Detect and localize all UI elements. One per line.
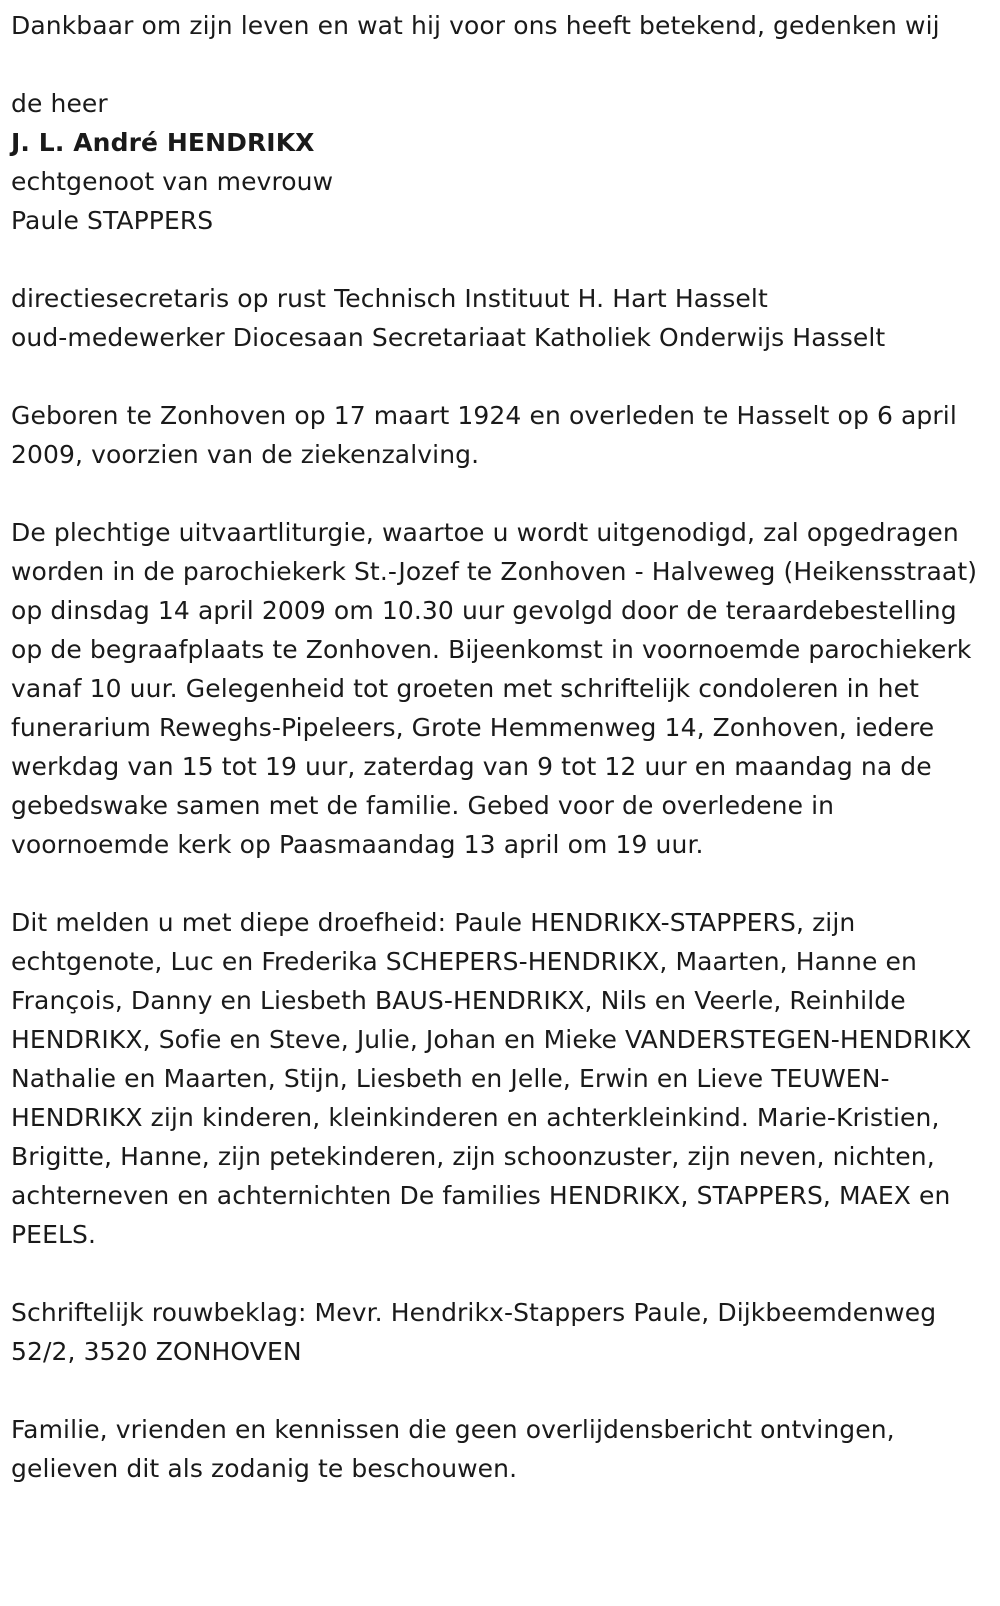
spacer [11, 864, 990, 903]
occupation-line-2: oud-medewerker Diocesaan Secretariaat Katholiek Onderwijs Hasselt [11, 323, 886, 352]
spouse-label: echtgenoot van mevrouw [11, 167, 334, 196]
funeral-paragraph: De plechtige uitvaartliturgie, waartoe u wordt uitgenodigd, zal opgedragen worden in de parochiekerk St.-Jozef te Zonhoven - Halveweg (Heikensstraat) op dinsdag 14 april 2009 om 10.30 uur gevolgd door de teraardebestelling op de begraafplaats te Zonhoven. Bijeenkomst in voornoemde parochiekerk vanaf 10 uur. Gelegenheid tot groeten met schriftelijk condoleren in het funerarium Reweghs-Pipeleers, Grote Hemmenweg 14, Zonhoven, iedere werkdag van 15 tot 19 uur, zaterdag van 9 tot 12 uur en maandag na de gebedswake samen met de familie. Gebed voor de overledene in voornoemde kerk op Paasmaandag 13 april om 19 uur. [11, 518, 978, 859]
spacer [11, 1371, 990, 1410]
spacer [11, 240, 990, 279]
spacer [11, 45, 990, 84]
salutation: de heer [11, 89, 108, 118]
family-paragraph: Dit melden u met diepe droefheid: Paule HENDRIKX-STAPPERS, zijn echtgenote, Luc en Frederika SCHEPERS-HENDRIKX, Maarten, Hanne en François, Danny en Liesbeth BAUS-HENDRIKX, Nils en Veerle, Reinhilde HENDRIKX, Sofie en Steve, Julie, Johan en Mieke VANDERSTEGEN-HENDRIKX Nathalie en Maarten, Stijn, Liesbeth en Jelle, Erwin en Lieve TEUWEN-HENDRIKX zijn kinderen, kleinkinderen en achterkleinkind. Marie-Kristien, Brigitte, Hanne, zijn petekinderen, zijn schoonzuster, zijn neven, nichten, achterneven en achternichten De families HENDRIKX, STAPPERS, MAEX en PEELS. [11, 908, 972, 1249]
deceased-name: J. L. André HENDRIKX [11, 128, 315, 157]
spouse-name: Paule STAPPERS [11, 206, 214, 235]
condolence-address: Schriftelijk rouwbeklag: Mevr. Hendrikx-Stappers Paule, Dijkbeemdenweg 52/2, 3520 ZONHOVEN [11, 1298, 937, 1366]
spacer [11, 1254, 990, 1293]
spacer [11, 474, 990, 513]
intro-text: Dankbaar om zijn leven en wat hij voor ons heeft betekend, gedenken wij [11, 11, 940, 40]
birth-death-paragraph: Geboren te Zonhoven op 17 maart 1924 en overleden te Hasselt op 6 april 2009, voorzien van de ziekenzalving. [11, 401, 957, 469]
spacer [11, 357, 990, 396]
closing-paragraph: Familie, vrienden en kennissen die geen overlijdensbericht ontvingen, gelieven dit als zodanig te beschouwen. [11, 1415, 895, 1483]
occupation-line-1: directiesecretaris op rust Technisch Instituut H. Hart Hasselt [11, 284, 768, 313]
